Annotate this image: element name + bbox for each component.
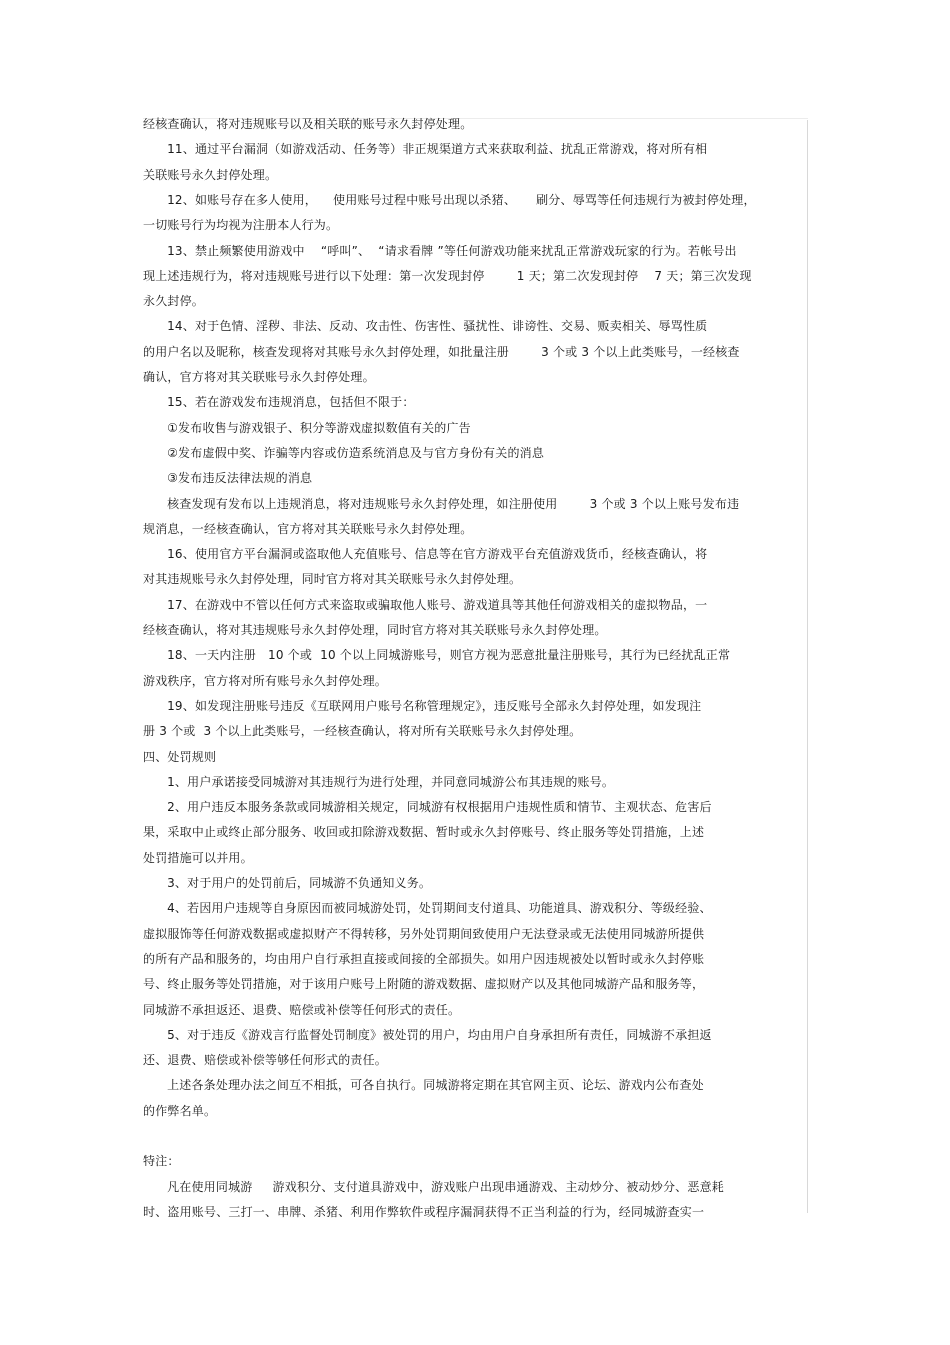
text-line: ②发布虚假中奖、诈骗等内容或仿造系统消息及与官方身份有关的消息 (143, 445, 545, 460)
page-border-right (807, 120, 808, 1213)
text-line: 1、用户承诺接受同城游对其违规行为进行处理，并同意同城游公布其违规的账号。 (143, 774, 615, 789)
text-line: 册 3 个或 3 个以上此类账号，一经核查确认，将对所有关联账号永久封停处理。 (143, 724, 582, 739)
text-line: 现上述违规行为，将对违规账号进行以下处理：第一次发现封停 1 天；第二次发现封停 7 天；第三次发现 (143, 268, 752, 283)
text-line: 关联账号永久封停处理。 (143, 167, 278, 182)
text-line: 17、在游戏中不管以任何方式来盗取或骗取他人账号、游戏道具等其他任何游戏相关的虚拟物品，一 (143, 597, 708, 612)
text-line: 16、使用官方平台漏洞或盗取他人充值账号、信息等在官方游戏平台充值游戏货币，经核查确认，将 (143, 547, 708, 562)
text-line: 上述各条处理办法之间互不相抵，可各自执行。同城游将定期在其官网主页、论坛、游戏内公布查处 (143, 1078, 704, 1093)
text-line: 3、对于用户的处罚前后，同城游不负通知义务。 (143, 876, 432, 890)
text-line: 12、如账号存在多人使用， 使用账号过程中账号出现以杀猪、 刷分、辱骂等任何违规行为被封停处理， (143, 192, 756, 207)
text-line: 时、盗用账号、三打一、串牌、杀猪、利用作弊软件或程序漏洞获得不正当利益的行为，经同城游查实一 (143, 1204, 705, 1219)
text-line: 经核查确认，将对违规账号以及相关联的账号永久封停处理。 (143, 117, 473, 131)
text-line: 确认，官方将对其关联账号永久封停处理。 (143, 370, 375, 384)
text-line: 果，采取中止或终止部分服务、收回或扣除游戏数据、暂时或永久封停账号、终止服务等处罚措施，上述 (143, 825, 705, 840)
text-line: 对其违规账号永久封停处理，同时官方将对其关联账号永久封停处理。 (143, 572, 522, 587)
text-line: 14、对于色情、淫秽、非法、反动、攻击性、伤害性、骚扰性、诽谤性、交易、贩卖相关、辱骂性质 (143, 319, 708, 334)
text-line: 13、禁止频繁使用游戏中 “呼叫”、 “请求看牌 ”等任何游戏功能来扰乱正常游戏玩家的行为。若帐号出 (143, 243, 737, 258)
text-line: 号、终止服务等处罚措施，对于该用户账号上附随的游戏数据、虚拟财产以及其他同城游产品和服务等， (143, 977, 705, 992)
text-line: 还、退费、赔偿或补偿等够任何形式的责任。 (143, 1053, 388, 1068)
text-line: 11、通过平台漏洞（如游戏活动、任务等）非正规渠道方式来获取利益、扰乱正常游戏，将对所有相 (143, 142, 708, 157)
text-line: 游戏秩序，官方将对所有账号永久封停处理。 (143, 673, 388, 688)
text-line: 5、对于违反《游戏言行监督处罚制度》被处罚的用户，均由用户自身承担所有责任，同城游不承担返 (143, 1027, 712, 1042)
text-line: 虚拟服饰等任何游戏数据或虚拟财产不得转移，另外处罚期间致使用户无法登录或无法使用同城游所提供 (143, 926, 705, 941)
text-line: 的所有产品和服务的，均由用户自行承担直接或间接的全部损失。如用户因违规被处以暂时或永久封停账 (143, 951, 705, 966)
text-line: 的作弊名单。 (143, 1103, 217, 1118)
text-line: 处罚措施可以并用。 (143, 850, 253, 865)
text-line: 核查发现有发布以上违规消息，将对违规账号永久封停处理，如注册使用 3 个或 3 个以上账号发布违 (143, 496, 740, 511)
text-line: ③发布违反法律法规的消息 (143, 471, 313, 486)
text-line: 19、如发现注册账号违反《互联网用户账号名称管理规定》，违反账号全部永久封停处理，如发现注 (143, 698, 702, 713)
text-line: 2、用户违反本服务条款或同城游相关规定，同城游有权根据用户违规性质和情节、主观状态、危害后 (143, 800, 712, 815)
text-line: 15、若在游戏发布违规消息，包括但不限于： (143, 395, 415, 410)
text-line: 的用户名以及昵称，核查发现将对其账号永久封停处理，如批量注册 3 个或 3 个以上此类账号，一经核查 (143, 344, 740, 359)
text-line: 经核查确认，将对其违规账号永久封停处理，同时官方将对其关联账号永久封停处理。 (143, 623, 607, 637)
text-line: 同城游不承担返还、退费、赔偿或补偿等任何形式的责任。 (143, 1002, 461, 1017)
text-line: 永久封停。 (143, 294, 205, 309)
text-line: 18、一天内注册 10 个或 10 个以上同城游账号，则官方视为恶意批量注册账号，其行为已经扰乱正常 (143, 648, 731, 663)
text-line: 一切账号行为均视为注册本人行为。 (143, 218, 339, 233)
text-line: 四、处罚规则 (143, 749, 217, 764)
text-line: 规消息，一经核查确认，官方将对其关联账号永久封停处理。 (143, 521, 473, 536)
text-line: 凡在使用同城游 游戏积分、支付道具游戏中，游戏账户出现串通游戏、主动炒分、被动炒分、恶意耗 (143, 1179, 724, 1194)
text-line: 特注： (143, 1154, 180, 1169)
text-line: ①发布收售与游戏银子、积分等游戏虚拟数值有关的广告 (143, 420, 471, 435)
text-line: 4、若因用户违规等自身原因而被同城游处罚，处罚期间支付道具、功能道具、游戏积分、等级经验、 (143, 901, 712, 916)
